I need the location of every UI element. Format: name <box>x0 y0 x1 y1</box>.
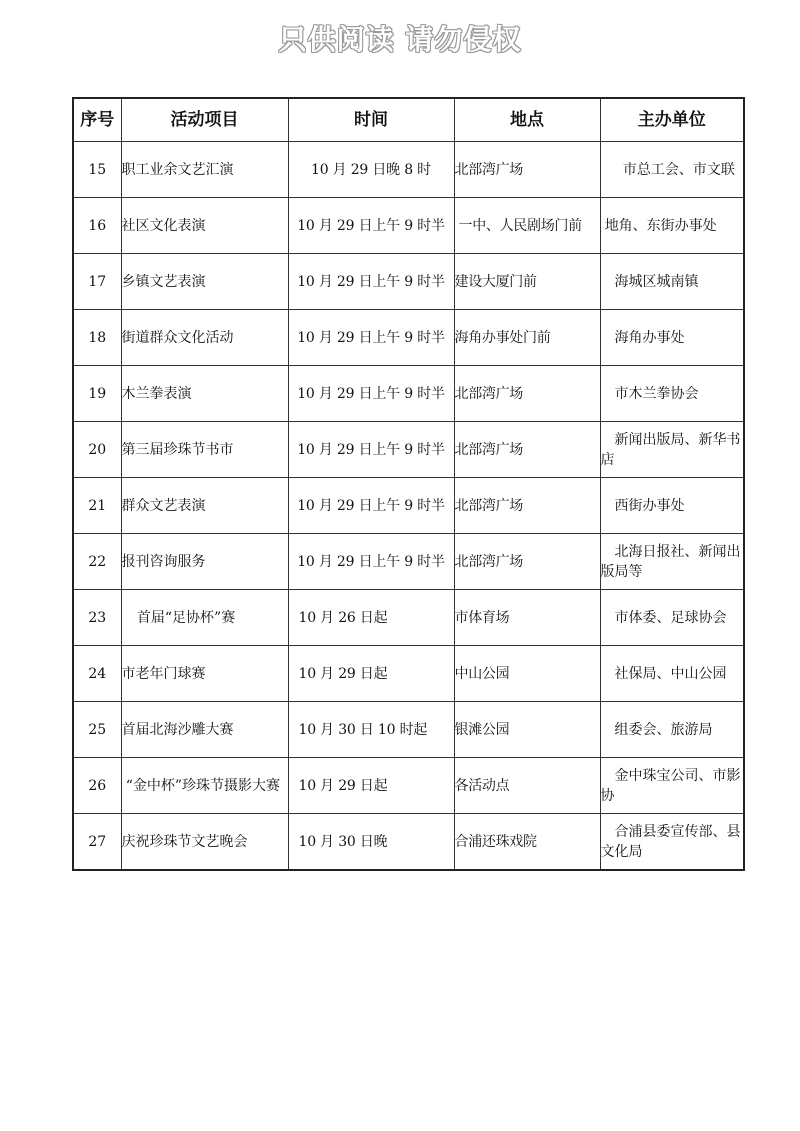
row-time: 10 月 29 日上午 9 时半 <box>288 254 454 310</box>
row-activity: 街道群众文化活动 <box>121 310 288 366</box>
row-time: 10 月 30 日 10 时起 <box>288 702 454 758</box>
table-row <box>73 478 744 534</box>
row-activity: 庆祝珍珠节文艺晚会 <box>121 814 288 871</box>
table-row <box>73 814 744 871</box>
row-organizer-text: 社保局、中山公园 <box>614 665 727 682</box>
row-activity <box>121 758 288 814</box>
row-no: 24 <box>73 646 121 702</box>
watermark-text: 只供阅读 请勿侵权 <box>278 23 522 56</box>
table-row <box>73 310 744 366</box>
row-time: 10 月 26 日起 <box>288 590 454 646</box>
row-time: 10 月 29 日晚 8 时 <box>288 142 454 198</box>
table-row <box>73 142 744 198</box>
row-no: 15 <box>73 142 121 198</box>
row-organizer <box>600 422 744 478</box>
row-organizer-text: 新闻出版局、新华书店 <box>600 431 741 468</box>
row-place: 北部湾广场 <box>454 142 600 198</box>
row-place: 北部湾广场 <box>454 534 600 590</box>
row-time: 10 月 29 日上午 9 时半 <box>288 310 454 366</box>
row-activity-text: 首届“足协杯”赛 <box>136 609 236 626</box>
row-place: 中山公园 <box>454 646 600 702</box>
header-place: 地点 <box>454 98 600 142</box>
row-organizer-text: 北海日报社、新闻出版局等 <box>600 543 741 580</box>
row-activity: 群众文艺表演 <box>121 478 288 534</box>
row-time: 10 月 29 日起 <box>288 646 454 702</box>
row-organizer-text: 合浦县委宣传部、县文化局 <box>600 823 741 860</box>
row-activity <box>121 590 288 646</box>
row-organizer <box>600 142 744 198</box>
row-no: 20 <box>73 422 121 478</box>
row-organizer <box>600 646 744 702</box>
row-organizer-text: 组委会、旅游局 <box>614 721 713 738</box>
table-row <box>73 254 744 310</box>
row-organizer <box>600 758 744 814</box>
row-organizer-text: 金中珠宝公司、市影协 <box>600 767 741 804</box>
table-row <box>73 702 744 758</box>
row-organizer <box>600 814 744 871</box>
row-no: 22 <box>73 534 121 590</box>
row-place: 各活动点 <box>454 758 600 814</box>
row-organizer <box>600 534 744 590</box>
row-activity-text: “金中杯”珍珠节摄影大赛 <box>125 777 281 794</box>
row-organizer-text: 市体委、足球协会 <box>614 609 727 626</box>
row-no: 21 <box>73 478 121 534</box>
row-no: 19 <box>73 366 121 422</box>
row-organizer <box>600 366 744 422</box>
row-place: 市体育场 <box>454 590 600 646</box>
row-time: 10 月 29 日起 <box>288 758 454 814</box>
row-place: 银滩公园 <box>454 702 600 758</box>
row-organizer <box>600 478 744 534</box>
row-no: 26 <box>73 758 121 814</box>
row-no: 23 <box>73 590 121 646</box>
row-place: 北部湾广场 <box>454 366 600 422</box>
row-time: 10 月 29 日上午 9 时半 <box>288 534 454 590</box>
row-time: 10 月 29 日上午 9 时半 <box>288 366 454 422</box>
row-activity: 报刊咨询服务 <box>121 534 288 590</box>
row-organizer-text: 海角办事处 <box>614 329 685 346</box>
row-organizer-text: 市木兰拳协会 <box>614 385 699 402</box>
row-no: 17 <box>73 254 121 310</box>
row-no: 25 <box>73 702 121 758</box>
row-organizer-text: 地角、东街办事处 <box>604 217 717 234</box>
row-activity: 首届北海沙雕大赛 <box>121 702 288 758</box>
row-time: 10 月 29 日上午 9 时半 <box>288 478 454 534</box>
row-time: 10 月 29 日上午 9 时半 <box>288 422 454 478</box>
row-place: 建设大厦门前 <box>454 254 600 310</box>
row-activity: 乡镇文艺表演 <box>121 254 288 310</box>
row-activity: 职工业余文艺汇演 <box>121 142 288 198</box>
row-place: 北部湾广场 <box>454 422 600 478</box>
header-organizer: 主办单位 <box>600 98 744 142</box>
row-activity: 第三届珍珠节书市 <box>121 422 288 478</box>
table-row <box>73 422 744 478</box>
row-place: 北部湾广场 <box>454 478 600 534</box>
row-activity: 木兰拳表演 <box>121 366 288 422</box>
row-activity: 市老年门球赛 <box>121 646 288 702</box>
row-no: 27 <box>73 814 121 871</box>
row-organizer-text: 西街办事处 <box>614 497 685 514</box>
header-time: 时间 <box>288 98 454 142</box>
table-row <box>73 198 744 254</box>
row-organizer <box>600 702 744 758</box>
row-organizer-text: 市总工会、市文联 <box>622 161 735 178</box>
table-row <box>73 590 744 646</box>
row-time: 10 月 30 日晚 <box>288 814 454 871</box>
table-row <box>73 534 744 590</box>
table-header-row <box>73 98 744 142</box>
table-row <box>73 366 744 422</box>
row-time: 10 月 29 日上午 9 时半 <box>288 198 454 254</box>
row-organizer <box>600 310 744 366</box>
row-place: 海角办事处门前 <box>454 310 600 366</box>
row-organizer <box>600 198 744 254</box>
row-place: 一中、人民剧场门前 <box>454 198 600 254</box>
header-no: 序号 <box>73 98 121 142</box>
table-row <box>73 758 744 814</box>
row-no: 16 <box>73 198 121 254</box>
header-activity: 活动项目 <box>121 98 288 142</box>
row-no: 18 <box>73 310 121 366</box>
table-row <box>73 646 744 702</box>
row-activity: 社区文化表演 <box>121 198 288 254</box>
row-organizer <box>600 590 744 646</box>
row-place: 合浦还珠戏院 <box>454 814 600 871</box>
event-schedule-table <box>72 97 745 871</box>
row-organizer-text: 海城区城南镇 <box>614 273 699 290</box>
row-organizer <box>600 254 744 310</box>
